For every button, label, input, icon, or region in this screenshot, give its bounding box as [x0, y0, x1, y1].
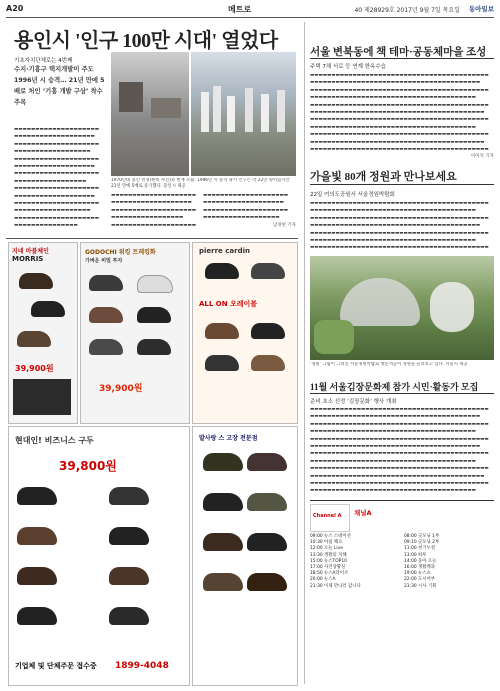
- tv-schedule-right: [404, 534, 494, 682]
- right-mid-subtitle: 22일 여의도공원서 서울정원박람회: [310, 192, 395, 198]
- tv-row: 13:00 하루: [404, 552, 427, 558]
- tv-row: 22:00 도시어부: [404, 577, 436, 583]
- left-article-subtitle: 수지·기흥구 택지개발이 주도 1996년 시 승격… 21년 만에 5배로 처인 ‘기흥 개발 구상’ 착수 주목: [14, 66, 105, 106]
- tv-row: 12:00 오늘 Live: [310, 546, 343, 552]
- right-top-body: ▬▬▬▬▬▬▬▬▬▬▬▬▬▬▬▬▬▬▬▬▬▬▬▬▬▬▬▬▬▬▬▬▬▬▬▬▬▬▬▬▬▬ ▬▬▬▬▬▬▬▬▬▬▬▬▬▬▬▬▬▬▬▬▬▬▬▬▬▬▬▬▬▬▬▬▬▬▬▬▬▬▬▬ ▬▬▬▬▬▬▬▬▬▬▬▬▬▬▬▬▬▬▬▬▬▬▬▬▬▬▬▬▬▬▬▬▬▬▬▬▬▬▬▬▬▬ ▬▬▬▬▬▬▬▬▬▬▬▬▬▬▬▬▬▬▬▬▬▬▬▬▬▬▬▬▬▬▬▬▬▬▬▬▬▬▬ ▬▬▬▬▬▬▬▬▬▬▬▬▬▬▬▬▬▬▬▬▬▬▬▬▬▬▬▬▬▬▬▬▬▬▬▬▬▬▬▬▬▬ ▬▬▬▬▬▬▬▬▬▬▬▬▬▬▬▬▬▬▬▬▬▬▬▬▬▬▬▬▬▬▬▬▬▬▬▬▬▬▬▬▬ ▬▬▬▬▬▬▬▬▬▬▬▬▬▬▬▬▬▬▬▬▬▬▬▬▬▬▬▬▬▬▬▬▬▬▬▬▬▬▬▬▬▬ ▬▬▬▬▬▬▬▬▬▬▬▬▬▬▬▬▬▬▬▬▬▬▬▬▬▬▬▬▬▬▬▬▬▬▬▬▬▬▬ ▬▬▬▬▬▬▬▬▬▬▬▬▬▬▬▬▬▬▬▬▬▬▬▬▬▬▬▬▬▬▬▬▬▬▬▬▬▬▬▬▬▬ ▬▬▬▬▬▬▬▬▬▬▬▬▬▬▬▬▬▬▬▬▬▬▬▬▬▬▬▬▬▬▬▬▬▬▬▬▬▬▬▬▬ ▬▬▬▬▬▬▬▬▬▬▬▬▬▬▬▬▬▬▬▬▬▬▬▬▬▬▬▬▬▬▬▬▬▬▬▬▬▬▬▬▬▬ 이미지 기자: [310, 73, 494, 160]
- ad-pierre-cardin: [192, 242, 298, 424]
- ad-godochi: [80, 242, 190, 424]
- ad-morris-shoes: [8, 242, 78, 424]
- tv-schedule-left: [310, 534, 400, 682]
- ad-foot-shop: [192, 426, 298, 686]
- left-article-reporter: 남경현 기자: [272, 222, 296, 228]
- section-name: 메트로: [228, 5, 252, 14]
- tv-row: 18:50 뉴스A라이브: [310, 571, 349, 577]
- tv-row: 19:00 뉴스쇼: [404, 571, 431, 577]
- left-article-title: 용인시 '인구 100만 시대' 열었다: [14, 30, 278, 52]
- page-header: [6, 3, 494, 18]
- paper-logo: 동아일보: [468, 5, 494, 13]
- tv-row: 08:00 굿모닝 1부: [404, 534, 440, 539]
- ad2-price: 39,900원: [99, 384, 143, 394]
- tv-row: 21:30 이제 만나러 갑니다: [310, 583, 361, 589]
- ad2-title: GODOCHI 워킹 트레킹화: [85, 249, 156, 256]
- tv-row: 10:30 아침 해요: [310, 540, 343, 546]
- tv-row: 11:00 천기누설: [404, 546, 436, 552]
- tv-row: 13:30 생활의 지혜: [310, 552, 347, 558]
- tv-row: 09:10 굿모닝 2부: [404, 540, 440, 546]
- tv-row: 17:00 사건상황실: [310, 565, 346, 571]
- page-number: A20: [6, 4, 24, 13]
- tv-row: 09:00 뉴스 스테이션: [310, 534, 351, 539]
- ad4-title: 현대인! 비즈니스 구두: [15, 436, 94, 445]
- ad4-phone: 1899-4048: [115, 661, 169, 671]
- ad1-title: 지네 마블체인: [12, 248, 49, 255]
- ad3-brand: pierre cardin: [199, 247, 250, 255]
- left-article-byline: 기초자치단체로는 4번째: [14, 58, 73, 64]
- ad-business-shoes: [8, 426, 190, 686]
- ad5-title: 발사랑 스 고장 전문점: [199, 435, 258, 442]
- channel-name: Channel A: [313, 513, 342, 519]
- right-top-subtitle: 주택 7채 서로 등 연계 한옥수습: [310, 64, 386, 70]
- right-mid-title: 가을빛 80개 정원과 만나보세요: [310, 171, 457, 183]
- left-article-body-col1: ▬▬▬▬▬▬▬▬▬▬▬▬▬▬▬▬▬▬▬▬ ▬▬▬▬▬▬▬▬▬▬▬▬▬▬▬▬▬▬▬ ▬▬▬▬▬▬▬▬▬▬▬▬▬▬▬▬▬▬▬▬ ▬▬▬▬▬▬▬▬▬▬▬▬▬▬▬▬▬▬ ▬▬▬▬▬▬▬▬▬▬▬▬▬▬▬▬▬▬▬▬ ▬▬▬▬▬▬▬▬▬▬▬▬▬▬▬▬▬▬▬ ▬▬▬▬▬▬▬▬▬▬▬▬▬▬▬▬▬▬▬▬ ▬▬▬▬▬▬▬▬▬▬▬▬▬▬▬▬▬ ▬▬▬▬▬▬▬▬▬▬▬▬▬▬▬▬▬▬▬▬ ▬▬▬▬▬▬▬▬▬▬▬▬▬▬▬▬▬▬▬ ▬▬▬▬▬▬▬▬▬▬▬▬▬▬▬▬▬▬▬▬ ▬▬▬▬▬▬▬▬▬▬▬▬▬▬▬▬▬▬ ▬▬▬▬▬▬▬▬▬▬▬▬▬▬▬▬▬▬▬▬ ▬▬▬▬▬▬▬▬▬▬▬▬▬▬▬: [14, 127, 100, 229]
- tv-row: 15:00 뉴스TOP10: [310, 558, 347, 564]
- left-article-photo-old: [111, 52, 189, 176]
- ad1-price: 39,900원: [15, 364, 54, 373]
- ad-divider: [6, 238, 298, 239]
- right-top-title: 서울 변북동에 책 테마·공동체마을 조성: [310, 47, 487, 58]
- ad1-brand: MORRIS: [12, 255, 44, 263]
- right-top-reporter: 이미지 기자: [470, 154, 494, 160]
- right-mid-body: ▬▬▬▬▬▬▬▬▬▬▬▬▬▬▬▬▬▬▬▬▬▬▬▬▬▬▬▬▬▬▬▬▬▬▬▬▬▬▬▬▬▬ ▬▬▬▬▬▬▬▬▬▬▬▬▬▬▬▬▬▬▬▬▬▬▬▬▬▬▬▬▬▬▬▬▬▬▬▬▬▬▬ ▬▬▬▬▬▬▬▬▬▬▬▬▬▬▬▬▬▬▬▬▬▬▬▬▬▬▬▬▬▬▬▬▬▬▬▬▬▬▬▬▬▬ ▬▬▬▬▬▬▬▬▬▬▬▬▬▬▬▬▬▬▬▬▬▬▬▬▬▬▬▬▬▬▬▬▬▬▬▬▬▬▬▬ ▬▬▬▬▬▬▬▬▬▬▬▬▬▬▬▬▬▬▬▬▬▬▬▬▬▬▬▬▬▬▬▬▬▬▬▬▬▬▬▬▬▬ ▬▬▬▬▬▬▬▬▬▬▬▬▬▬▬▬▬▬▬▬▬▬▬▬▬▬▬▬▬▬▬▬▬▬▬▬▬▬▬ ▬▬▬▬▬▬▬▬▬▬▬▬▬▬▬▬▬▬▬▬▬▬▬▬▬▬▬▬▬▬▬▬▬▬▬▬▬▬▬▬▬▬: [310, 201, 489, 251]
- ad3-title: ALL ON 오레이블: [199, 300, 258, 308]
- tv-channel-logo: [310, 504, 350, 532]
- ad4-price: 39,800원: [59, 459, 117, 473]
- tv-row: 16:00 생활백과: [404, 565, 436, 571]
- right-bottom-subtitle: 준비 초소 선정 ‘김장문화’ 행사 개최: [310, 399, 397, 405]
- right-mid-photo-caption: ‘정원’ 그림이 그려진 서울정원박람회 방문객들이 정원을 둘러보고 있다. 서울시 제공: [310, 362, 468, 367]
- left-article-body-col2: ▬▬▬▬▬▬▬▬▬▬▬▬▬▬▬▬▬▬▬▬ ▬▬▬▬▬▬▬▬▬▬▬▬▬▬▬▬▬▬▬ ▬▬▬▬▬▬▬▬▬▬▬▬▬▬▬▬▬▬▬▬ ▬▬▬▬▬▬▬▬▬▬▬▬▬▬▬▬▬ ▬▬▬▬▬▬▬▬▬▬▬▬▬▬▬▬▬▬▬▬: [111, 193, 197, 228]
- issue-date: 40 제28929호 2017년 9월 7일 목요일: [354, 7, 460, 14]
- ad4-order: 기업체 및 단체주문 접수중: [15, 662, 97, 670]
- tv-channel: 채널A: [354, 509, 372, 517]
- right-bottom-title: 11월 서울김장문화제 참가 시민·활동가 모집: [310, 382, 479, 392]
- left-article-photo-new: [191, 52, 296, 176]
- tv-row: 14:00 동아 오늘: [404, 558, 437, 564]
- column-divider: [304, 22, 305, 684]
- left-article-body-col3: ▬▬▬▬▬▬▬▬▬▬▬▬▬▬▬▬▬▬▬▬ ▬▬▬▬▬▬▬▬▬▬▬▬▬▬▬▬▬▬▬ ▬▬▬▬▬▬▬▬▬▬▬▬▬▬▬▬▬▬▬▬ ▬▬▬▬▬▬▬▬▬▬▬▬▬▬▬▬▬▬ 남경현 기자: [203, 193, 296, 228]
- ad2-sub: 가벼운 비밀 투자: [85, 258, 123, 264]
- tv-row: 23:30 시사 기획: [404, 583, 437, 589]
- tv-row: 20:00 뉴스A: [310, 577, 336, 583]
- right-mid-photo: [310, 256, 494, 360]
- left-photo-caption: 1970년대 용인 전경(왼쪽 사진)과 현재 모습. 1996년 시 승격 당시 인구는 약 22만 명이었지만 21년 만에 5배로 증가했다. 용인시 제공: [111, 178, 290, 189]
- right-bottom-body: ▬▬▬▬▬▬▬▬▬▬▬▬▬▬▬▬▬▬▬▬▬▬▬▬▬▬▬▬▬▬▬▬▬▬▬▬▬▬▬▬▬▬ ▬▬▬▬▬▬▬▬▬▬▬▬▬▬▬▬▬▬▬▬▬▬▬▬▬▬▬▬▬▬▬▬▬▬▬▬▬▬▬▬ ▬▬▬▬▬▬▬▬▬▬▬▬▬▬▬▬▬▬▬▬▬▬▬▬▬▬▬▬▬▬▬▬▬▬▬▬▬▬▬▬▬▬ ▬▬▬▬▬▬▬▬▬▬▬▬▬▬▬▬▬▬▬▬▬▬▬▬▬▬▬▬▬▬▬▬▬▬▬▬▬▬▬ ▬▬▬▬▬▬▬▬▬▬▬▬▬▬▬▬▬▬▬▬▬▬▬▬▬▬▬▬▬▬▬▬▬▬▬▬▬▬▬▬▬▬ ▬▬▬▬▬▬▬▬▬▬▬▬▬▬▬▬▬▬▬▬▬▬▬▬▬▬▬▬▬▬▬▬▬▬▬▬▬▬▬▬ ▬▬▬▬▬▬▬▬▬▬▬▬▬▬▬▬▬▬▬▬▬▬▬▬▬▬▬▬▬▬▬▬▬▬▬▬▬▬▬▬▬▬ ▬▬▬▬▬▬▬▬▬▬▬▬▬▬▬▬▬▬▬▬▬▬▬▬▬▬▬▬▬▬▬▬▬▬▬▬▬▬▬ ▬▬▬▬▬▬▬▬▬▬▬▬▬▬▬▬▬▬▬▬▬▬▬▬▬▬▬▬▬▬▬▬▬▬▬▬▬▬▬▬▬▬ ▬▬▬▬▬▬▬▬▬▬▬▬▬▬▬▬▬▬▬▬▬▬▬▬▬▬▬▬▬▬▬▬▬▬▬▬▬▬▬▬▬ ▬▬▬▬▬▬▬▬▬▬▬▬▬▬▬▬▬▬▬▬▬▬▬▬▬▬▬▬▬▬▬▬▬▬▬▬▬▬▬▬▬▬ ▬▬▬▬▬▬▬▬▬▬▬▬▬▬▬▬▬▬▬▬▬▬▬▬▬▬▬▬▬▬▬▬▬▬▬▬▬▬▬: [310, 407, 489, 494]
